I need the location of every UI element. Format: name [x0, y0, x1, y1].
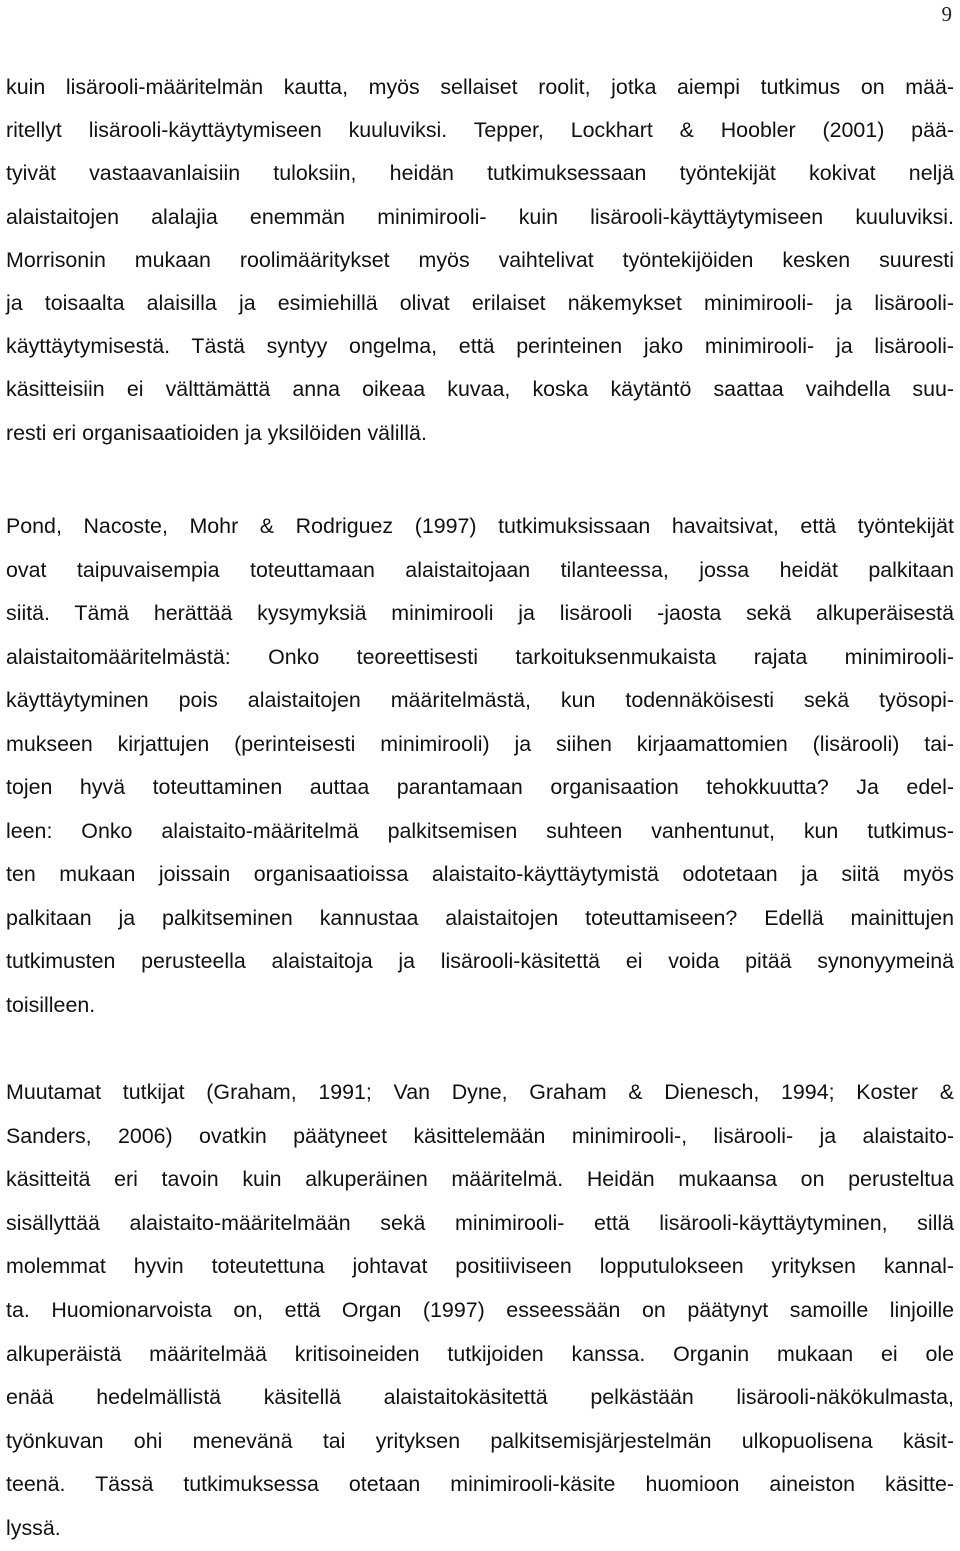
paragraph-3 — [6, 1071, 954, 1551]
paragraph-1 — [6, 66, 954, 455]
text-line: alkuperäistä määritelmää kritisoineiden tutkijoiden kanssa. Organin mukaan ei ole — [6, 1341, 954, 1366]
text-line: siitä. Tämä herättää kysymyksiä minimirooli ja lisärooli -jaosta sekä alkuperäisestä — [6, 601, 954, 625]
text-line: tutkimusten perusteella alaistaitoja ja lisärooli-käsitettä ei voida pitää synonyymeinä — [6, 949, 954, 973]
text-line: Morrisonin mukaan roolimääritykset myös vaihtelivat työntekijöiden kesken suuresti — [6, 247, 954, 272]
text-line: käyttäytymisestä. Tästä syntyy ongelma, että perinteinen jako minimirooli- ja lisärooli- — [6, 334, 954, 359]
text-line: tojen hyvä toteuttaminen auttaa parantamaan organisaation tehokkuutta? Ja edel- — [6, 775, 954, 799]
text-line: työnkuvan ohi menevänä tai yrityksen palkitsemisjärjestelmän ulkopuolisena käsit- — [6, 1428, 954, 1453]
text-line: Muutamat tutkijat (Graham, 1991; Van Dyne, Graham & Dienesch, 1994; Koster & — [6, 1080, 954, 1104]
text-line: käsitteisiin ei välttämättä anna oikeaa kuvaa, koska käytäntö saattaa vaihdella suu- — [6, 377, 954, 402]
paragraph-2 — [6, 505, 954, 1027]
text-line: toisilleen. — [6, 992, 96, 1017]
text-line: käsitteitä eri tavoin kuin alkuperäinen määritelmä. Heidän mukaansa on perusteltua — [6, 1167, 954, 1192]
text-line: ovat taipuvaisempia toteuttamaan alaistaitojaan tilanteessa, jossa heidät palkitaan — [6, 557, 954, 582]
text-line: ten mukaan joissain organisaatioissa alaistaito-käyttäytymistä odotetaan ja siitä myös — [6, 862, 954, 886]
text-line: Sanders, 2006) ovatkin päätyneet käsittelemään minimirooli-, lisärooli- ja alaistaito- — [6, 1123, 954, 1148]
text-line: tyivät vastaavanlaisiin tuloksiin, heidän tutkimuksessaan työntekijät kokivat neljä — [6, 161, 954, 186]
page-number: 9 — [941, 2, 952, 26]
text-line: molemmat hyvin toteutettuna johtavat positiiviseen lopputulokseen yrityksen kannal- — [6, 1254, 954, 1279]
text-line: ja toisaalta alaisilla ja esimiehillä olivat erilaiset näkemykset minimirooli- ja lisärooli- — [6, 291, 954, 316]
text-line: teenä. Tässä tutkimuksessa otetaan minimirooli-käsite huomioon aineiston käsitte- — [6, 1472, 954, 1497]
text-line: lyssä. — [6, 1515, 61, 1540]
text-line: palkitaan ja palkitseminen kannustaa alaistaitojen toteuttamiseen? Edellä mainittujen — [6, 905, 954, 930]
text-line: ta. Huomionarvoista on, että Organ (1997) esseessään on päätynyt samoille linjoille — [6, 1297, 954, 1322]
text-line: Pond, Nacoste, Mohr & Rodriguez (1997) tutkimuksissaan havaitsivat, että työntekijät — [6, 514, 954, 538]
text-line: resti eri organisaatioiden ja yksilöiden välillä. — [6, 420, 427, 445]
text-line: sisällyttää alaistaito-määritelmään sekä minimirooli- että lisärooli-käyttäytyminen, sillä — [6, 1210, 954, 1235]
text-line: alaistaitomääritelmästä: Onko teoreettisesti tarkoituksenmukaista rajata minimirooli- — [6, 644, 954, 669]
text-line: käyttäytyminen pois alaistaitojen määritelmästä, kun todennäköisesti sekä työsopi- — [6, 688, 954, 712]
text-line: ritellyt lisärooli-käyttäytymiseen kuuluviksi. Tepper, Lockhart & Hoobler (2001) pää- — [6, 118, 954, 143]
text-line: enää hedelmällistä käsitellä alaistaitokäsitettä pelkästään lisärooli-näkökulmasta, — [6, 1385, 954, 1410]
text-line: mukseen kirjattujen (perinteisesti minimirooli) ja siihen kirjaamattomien (lisärooli) tai- — [6, 731, 954, 756]
text-line: leen: Onko alaistaito-määritelmä palkitsemisen suhteen vanhentunut, kun tutkimus- — [6, 818, 954, 843]
text-line: alaistaitojen alalajia enemmän minimirooli- kuin lisärooli-käyttäytymiseen kuuluviksi. — [6, 204, 954, 229]
text-line: kuin lisärooli-määritelmän kautta, myös sellaiset roolit, jotka aiempi tutkimus on mää- — [6, 75, 954, 99]
